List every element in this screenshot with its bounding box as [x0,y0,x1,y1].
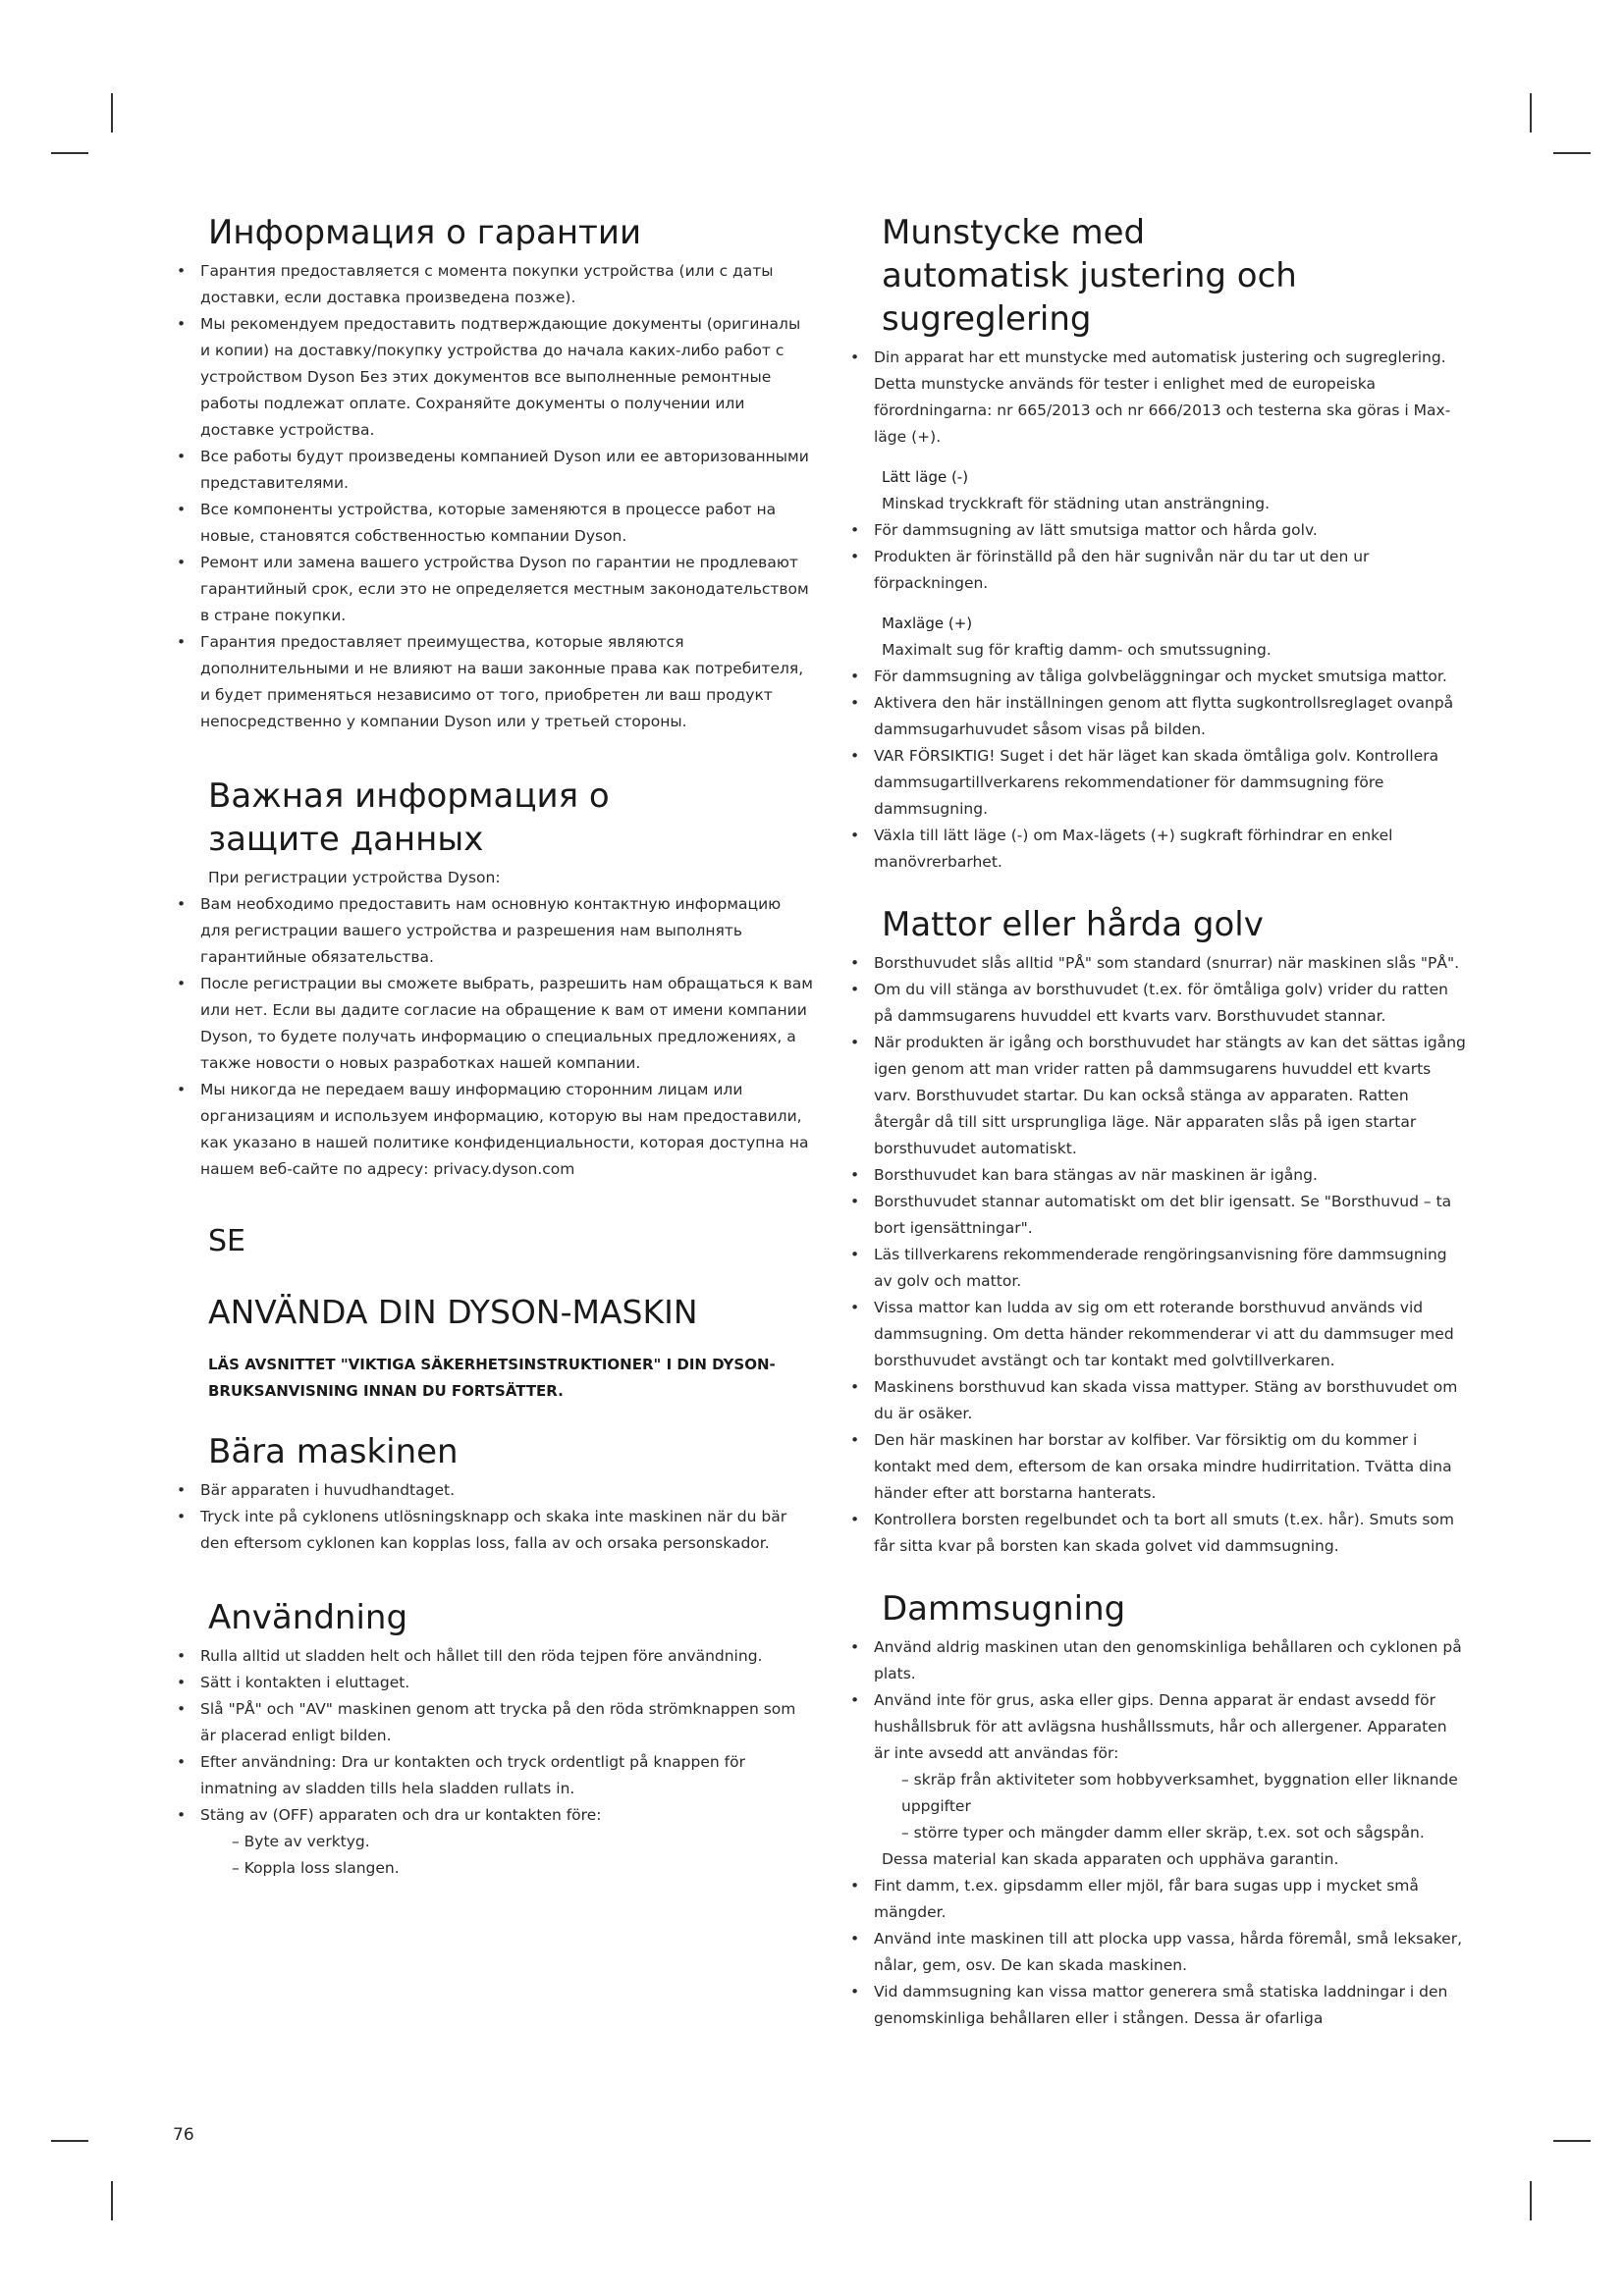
nozzle-section [846,211,1475,876]
list-item: • Мы рекомендуем предоставить подтверждающие документы (оригиналы и копии) на доставку/покупку устройства до начала каких-либо работ с устройством Dyson Без этих документов все выполненные ремонтные работы подлежат оплате. Сохраняйте документы о получении или доставке устройства. [173,311,821,444]
language-code: SE [208,1224,245,1258]
list-item: • Borsthuvudet kan bara stängas av när maskinen är igång. [846,1162,1475,1189]
page-number: 76 [173,2125,194,2145]
carry-list [173,1477,821,1557]
carry-title: Bära maskinen [208,1432,459,1471]
list-item: • När produkten är igång och borsthuvudet har stängts av kan det sättas igång igen genom att man vrider ratten på dammsugarens huvuddel ett kvarts varv. Borsthuvudet startar. Du kan också stänga av apparaten. Ratten återgår då till sitt ursprungliga läge. När apparaten slås på igen startar borsthuvudet automatiskt. [846,1030,1475,1162]
list-item: • Vid dammsugning kan vissa mattor generera små statiska laddningar i den genomskinliga behållaren eller i stången. Dessa är ofarliga [846,1979,1475,2032]
dash-item: – större typer och mängder damm eller skräp, t.ex. sot och sågspån. [901,1824,1425,1842]
list-item: • Все работы будут произведены компанией Dyson или ее авторизованными представителями. [173,444,821,497]
list-item: • После регистрации вы сможете выбрать, разрешить нам обращаться к вам или нет. Если вы дадите согласие на обращение к вам от имени компании Dyson, то будете получать информацию о специальных предложениях, а также новости о новых разработках нашей компании. [173,971,821,1077]
dash-item: – Byte av verktyg. [232,1833,370,1850]
crop-mark [1530,93,1532,133]
max-mode-list [846,664,1475,876]
list-item: • Stäng av (OFF) apparaten och dra ur kontakten före: [173,1802,821,1829]
list-item: • Borsthuvudet slås alltid "PÅ" som standard (snurrar) när maskinen slås "PÅ". [846,950,1475,977]
list-item: • Вам необходимо предоставить нам основную контактную информацию для регистрации вашего устройства и разрешения нам выполнять гарантийные обязательства. [173,891,821,971]
carpets-list [846,950,1475,1560]
list-item: • Все компоненты устройства, которые заменяются в процессе работ на новые, становятся собственностью компании Dyson. [173,497,821,550]
crop-mark [1530,2181,1532,2220]
list-item: • Produkten är förinställd på den här sugnivån när du tar ut den ur förpackningen. [846,544,1475,597]
dash-item: – skräp från aktiviteter som hobbyverksamhet, byggnation eller liknande uppgifter [901,1771,1458,1815]
list-item: • Använd aldrig maskinen utan den genomskinliga behållaren och cyklonen på plats. [846,1634,1475,1687]
list-item: • Använd inte för grus, aska eller gips. Denna apparat är endast avsedd för hushållsbruk för att avlägsna hushållssmuts, hår och allergener. Apparaten är inte avsedd att användas för: [846,1687,1475,1767]
crop-mark [111,2181,113,2220]
nozzle-title: Munstycke med automatisk justering och sugreglering [882,213,1297,339]
warranty-list [173,258,821,735]
use-title: ANVÄNDA DIN DYSON-MASKIN [208,1293,698,1331]
list-item: • Använd inte maskinen till att plocka upp vassa, hårda föremål, små leksaker, nålar, gem, osv. De kan skada maskinen. [846,1926,1475,1979]
left-column [173,211,821,1921]
easy-mode-list [846,517,1475,597]
crop-mark [51,2140,88,2142]
list-item: • Fint damm, t.ex. gipsdamm eller mjöl, får bara sugas upp i mycket små mängder. [846,1873,1475,1926]
crop-mark [1553,2140,1591,2142]
warranty-section [173,211,821,735]
list-item: • Maskinens borsthuvud kan skada vissa mattyper. Stäng av borsthuvudet om du är osäker. [846,1374,1475,1427]
dash-item: – Koppla loss slangen. [232,1859,400,1877]
list-item: • Ремонт или замена вашего устройства Dyson по гарантии не продлевают гарантийный срок, если это не определяется местным законодательством в стране покупки. [173,550,821,629]
list-item: • För dammsugning av tåliga golvbeläggningar och mycket smutsiga mattor. [846,664,1475,690]
list-item: • Гарантия предоставляется с момента покупки устройства (или с даты доставки, если доставка произведена позже). [173,258,821,311]
usage-title: Användning [208,1598,408,1637]
vacuuming-list-2 [846,1873,1475,2032]
list-item: • Om du vill stänga av borsthuvudet (t.ex. för ömtåliga golv) vrider du ratten på dammsugarens huvuddel ett kvarts varv. Borsthuvudet stannar. [846,977,1475,1030]
max-mode-intro: Maximalt sug för kraftig damm- och smutssugning. [882,641,1272,659]
vacuuming-dash-list [846,1767,1475,1846]
usage-dash-list [173,1829,821,1882]
vacuuming-note: Dessa material kan skada apparaten och upphäva garantin. [882,1850,1339,1868]
list-item: • Efter användning: Dra ur kontakten och tryck ordentligt på knappen för inmatning av sladden tills hela sladden rullats in. [173,1749,821,1802]
privacy-intro: При регистрации устройства Dyson: [208,869,501,886]
list-item: • VAR FÖRSIKTIG! Suget i det här läget kan skada ömtåliga golv. Kontrollera dammsugartillverkarens rekommendationer för dammsugning före dammsugning. [846,743,1475,823]
nozzle-list [846,345,1475,451]
easy-mode-intro: Minskad tryckkraft för städning utan ansträngning. [882,495,1271,512]
use-notice: LÄS AVSNITTET "VIKTIGA SÄKERHETSINSTRUKTIONER" I DIN DYSON-BRUKSANVISNING INNAN DU FORTSÄTTER. [208,1356,776,1400]
list-item: • För dammsugning av lätt smutsiga mattor och hårda golv. [846,517,1475,544]
carpets-title: Mattor eller hårda golv [882,905,1264,944]
list-item: • Slå "PÅ" och "AV" maskinen genom att trycka på den röda strömknappen som är placerad enligt bilden. [173,1696,821,1749]
usage-section [173,1596,821,1882]
usage-list [173,1643,821,1829]
list-item: • Den här maskinen har borstar av kolfiber. Var försiktig om du kommer i kontakt med dem, eftersom de kan orsaka mindre hudirritation. Tvätta dina händer efter att borstarna hanterats. [846,1427,1475,1507]
list-item: • Bär apparaten i huvudhandtaget. [173,1477,821,1504]
crop-mark [51,152,88,154]
max-mode-title: Maxläge (+) [882,614,973,632]
list-item: • Aktivera den här inställningen genom att flytta sugkontrollsreglaget ovanpå dammsugarhuvudet såsom visas på bilden. [846,690,1475,743]
list-item: • Läs tillverkarens rekommenderade rengöringsanvisning före dammsugning av golv och mattor. [846,1242,1475,1295]
easy-mode-title: Lätt läge (-) [882,468,969,486]
list-item: • Rulla alltid ut sladden helt och hållet till den röda tejpen före användning. [173,1643,821,1670]
list-item: • Växla till lätt läge (-) om Max-lägets (+) sugkraft förhindrar en enkel manövrerbarhet. [846,823,1475,876]
list-item: • Borsthuvudet stannar automatiskt om det blir igensatt. Se "Borsthuvud – ta bort igensättningar". [846,1189,1475,1242]
privacy-list [173,891,821,1183]
privacy-section [173,774,821,1183]
vacuuming-section [846,1587,1475,2032]
vacuuming-title: Dammsugning [882,1589,1126,1629]
right-column [846,211,1475,2071]
carpets-section [846,903,1475,1560]
list-item: • Гарантия предоставляет преимущества, которые являются дополнительными и не влияют на ваши законные права как потребителя, и будет применяться независимо от того, приобретен ли ваш продукт непосредственно у компании Dyson или у третьей стороны. [173,629,821,735]
crop-mark [1553,152,1591,154]
crop-mark [111,93,113,133]
list-item: • Vissa mattor kan ludda av sig om ett roterande borsthuvud används vid dammsugning. Om detta händer rekommenderar vi att du dammsuger med borsthuvudet avstängt och tar kontakt med golvtillverkaren. [846,1295,1475,1374]
list-item: • Din apparat har ett munstycke med automatisk justering och sugreglering. Detta munstycke används för tester i enlighet med de europeiska förordningarna: nr 665/2013 och nr 666/2013 och testerna ska göras i Max-läge (+). [846,345,1475,451]
list-item: • Мы никогда не передаем вашу информацию сторонним лицам или организациям и используем информацию, которую вы нам предоставили, как указано в нашей политике конфиденциальности, которая доступна на нашем веб-сайте по адресу: privacy.dyson.com [173,1077,821,1183]
list-item: • Sätt i kontakten i eluttaget. [173,1670,821,1696]
list-item: • Kontrollera borsten regelbundet och ta bort all smuts (t.ex. hår). Smuts som får sitta kvar på borsten kan skada golvet vid dammsugning. [846,1507,1475,1560]
vacuuming-list [846,1634,1475,1767]
list-item: • Tryck inte på cyklonens utlösningsknapp och skaka inte maskinen när du bär den eftersom cyklonen kan kopplas loss, falla av och orsaka personskador. [173,1504,821,1557]
privacy-title: Важная информация о защите данных [208,776,610,859]
carry-section [173,1430,821,1557]
warranty-title: Информация о гарантии [208,213,642,252]
